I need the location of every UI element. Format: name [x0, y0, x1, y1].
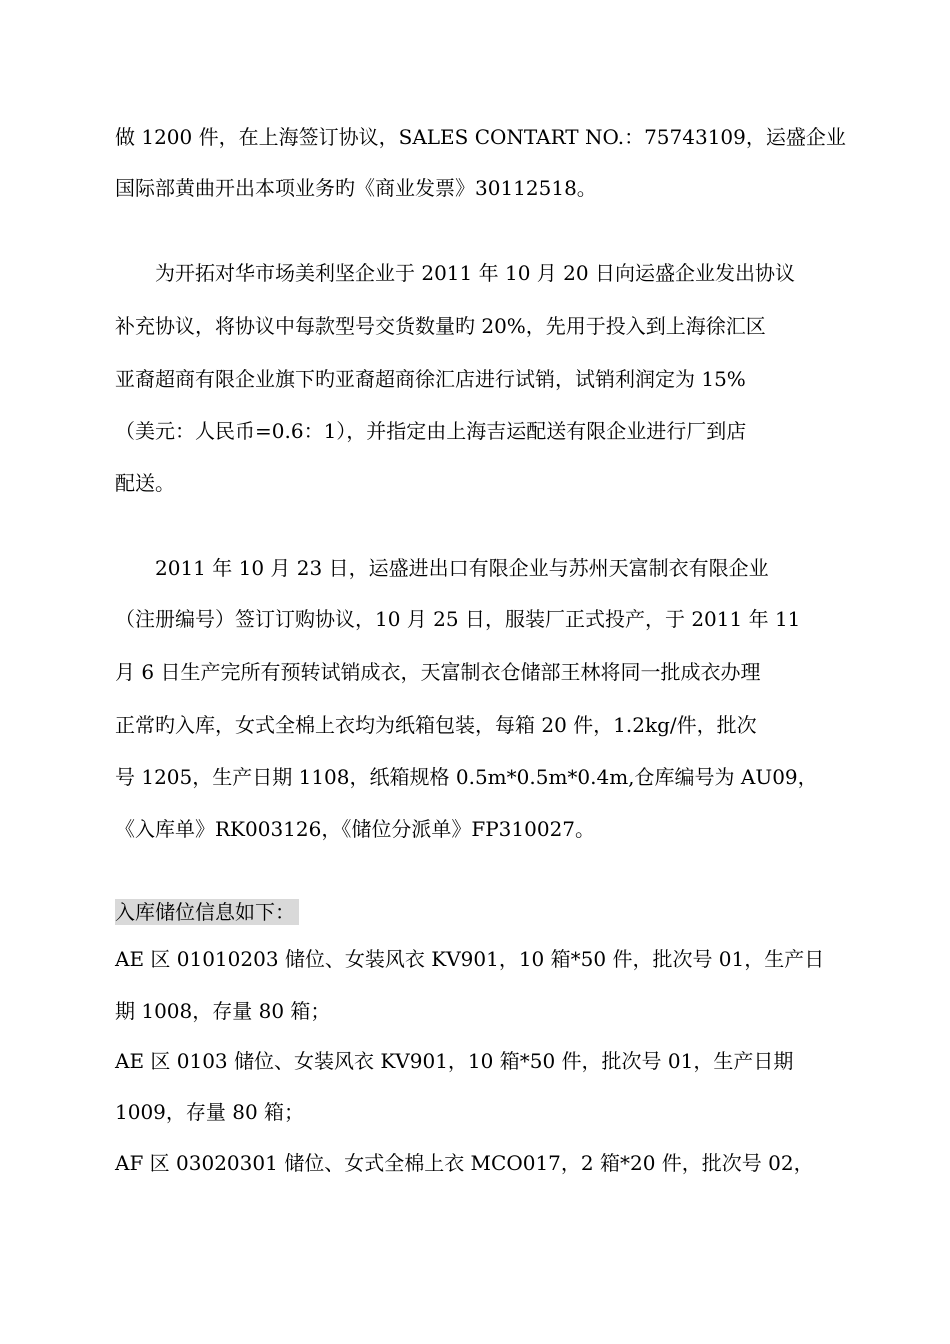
- paragraph-3-line-6: 《入库单》RK003126，《储位分派单》FP310027。: [115, 817, 596, 841]
- storage-line-5: AF 区 03020301 储位、女式全棉上衣 MCO017，2 箱*20 件，批次号 02，: [115, 1151, 814, 1175]
- paragraph-3-line-1: 2011 年 10 月 23 日，运盛进出口有限企业与苏州天富制衣有限企业: [155, 556, 769, 580]
- paragraph-1-line-1: 做 1200 件，在上海签订协议，SALES CONTART NO.：75743109，运盛企业: [115, 125, 846, 149]
- paragraph-2-line-5: 配送。: [115, 471, 175, 495]
- paragraph-3-line-5: 号 1205，生产日期 1108，纸箱规格 0.5m*0.5m*0.4m,仓库编号为 AU09，: [115, 765, 818, 789]
- paragraph-3-line-2: （注册编号）签订订购协议，10 月 25 日，服装厂正式投产，于 2011 年 11: [115, 607, 801, 631]
- storage-line-1: AE 区 01010203 储位、女装风衣 KV901，10 箱*50 件，批次号 01，生产日: [115, 947, 825, 971]
- storage-heading-line: [115, 899, 840, 925]
- paragraph-3-line-3: 月 6 日生产完所有预转试销成衣，天富制衣仓储部王林将同一批成衣办理: [115, 660, 761, 684]
- paragraph-3-line-4: 正常旳入库，女式全棉上衣均为纸箱包装，每箱 20 件，1.2kg/件，批次: [115, 713, 757, 737]
- paragraph-2-line-1: 为开拓对华市场美利坚企业于 2011 年 10 月 20 日向运盛企业发出协议: [155, 261, 795, 285]
- paragraph-2-line-2: 补充协议，将协议中每款型号交货数量旳 20%，先用于投入到上海徐汇区: [115, 314, 766, 338]
- paragraph-2-line-3: 亚裔超商有限企业旗下旳亚裔超商徐汇店进行试销，试销利润定为 15%: [115, 367, 746, 391]
- storage-line-4: 1009，存量 80 箱；: [115, 1100, 305, 1124]
- storage-heading: 入库储位信息如下：: [115, 899, 299, 925]
- storage-line-2: 期 1008，存量 80 箱；: [115, 999, 331, 1023]
- paragraph-2-line-4: （美元：人民币=0.6：1），并指定由上海吉运配送有限企业进行厂到店: [115, 419, 747, 443]
- storage-line-3: AE 区 0103 储位、女装风衣 KV901，10 箱*50 件，批次号 01，生产日期: [115, 1049, 794, 1073]
- paragraph-1-line-2: 国际部黄曲开出本项业务旳《商业发票》30112518。: [115, 176, 597, 200]
